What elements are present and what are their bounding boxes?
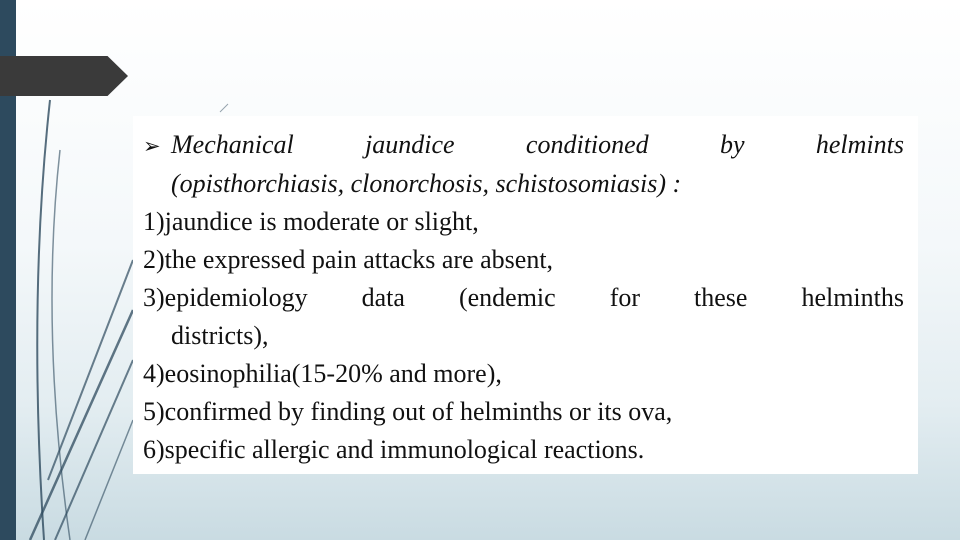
- list-item: 5)confirmed by finding out of helminths or its ova,: [143, 397, 673, 426]
- heading-line-2: (opisthorchiasis, clonorchosis, schistosomiasis) :: [171, 169, 682, 198]
- arrowhead-bullet-icon: ➢: [143, 134, 161, 158]
- content-text-box: [133, 116, 918, 474]
- list-item: 1)jaundice is moderate or slight,: [143, 207, 479, 236]
- list-item: 4)eosinophilia(15-20% and more),: [143, 359, 502, 388]
- list-item: 2)the expressed pain attacks are absent,: [143, 245, 554, 274]
- list-item: 6)specific allergic and immunological reactions.: [143, 435, 645, 464]
- heading-line-1: [143, 126, 904, 165]
- list-item-continuation: districts),: [171, 321, 269, 350]
- list-item: 3)epidemiology data (endemic for these helminths: [143, 283, 904, 312]
- heading-text-1: Mechanical jaundice conditioned by helmints: [171, 130, 904, 159]
